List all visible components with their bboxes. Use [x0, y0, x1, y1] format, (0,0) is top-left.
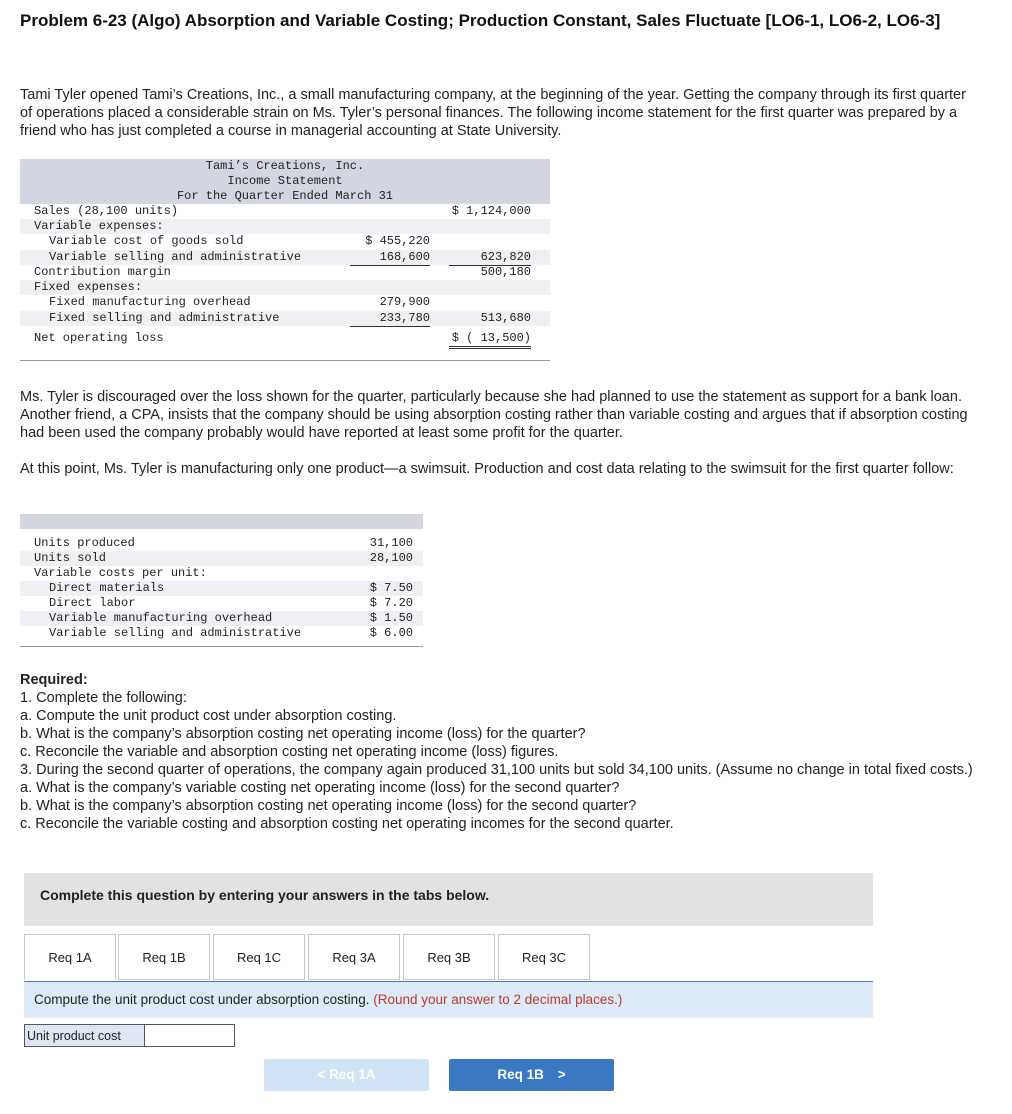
prev-button-label: Req 1A — [329, 1067, 376, 1082]
tab-req-1c[interactable]: Req 1C — [213, 934, 305, 980]
tab-req-1b[interactable]: Req 1B — [118, 934, 210, 980]
statement-row-amount: $ 455,220 — [365, 234, 430, 248]
statement-row — [20, 250, 550, 265]
production-row-value: $ 7.20 — [369, 596, 413, 610]
production-row-label: Variable manufacturing overhead — [49, 611, 273, 625]
statement-row-amount: 233,780 — [350, 311, 430, 327]
production-bottom-line — [20, 646, 423, 647]
statement-row-label: Net operating loss — [34, 331, 164, 345]
production-header-bar — [20, 514, 423, 529]
instruction-text — [34, 992, 622, 1007]
production-row-value: 28,100 — [369, 551, 413, 565]
production-row-label: Direct labor — [49, 596, 136, 610]
required-item: 1. Complete the following: — [20, 690, 187, 706]
statement-row-label: Variable expenses: — [34, 219, 164, 233]
statement-row — [20, 265, 550, 280]
production-row — [20, 536, 423, 551]
statement-bottom-line — [20, 360, 550, 361]
production-row-label: Variable costs per unit: — [34, 566, 207, 580]
production-row — [20, 551, 423, 566]
required-item: c. Reconcile the variable costing and absorption costing net operating incomes for the second quarter. — [20, 816, 674, 832]
required-section — [20, 671, 980, 833]
tab-req-3b[interactable]: Req 3B — [403, 934, 495, 980]
production-row-value: $ 1.50 — [369, 611, 413, 625]
loss-paragraph: Ms. Tyler is discouraged over the loss shown for the quarter, particularly because she had planned to use the statement as support for a bank loan. Another friend, a CPA, insists that the company should be using absorption costing rather than variable costing and argues that if absorption costing had been used the company probably would have reported at least some profit for the quarter. — [20, 389, 968, 441]
instruction-main: Compute the unit product cost under absorption costing. — [34, 992, 370, 1007]
statement-row-total: 513,680 — [480, 311, 531, 325]
production-row — [20, 611, 423, 626]
statement-name: Income Statement — [227, 174, 343, 188]
required-heading: Required: — [20, 672, 88, 688]
production-row-label: Units sold — [34, 551, 107, 565]
unit-product-cost-input[interactable] — [145, 1024, 235, 1047]
chevron-right-icon: > — [557, 1067, 566, 1082]
answer-panel-header — [24, 873, 873, 926]
tab-req-1a[interactable]: Req 1A — [24, 934, 116, 980]
next-button-label: Req 1B — [497, 1067, 544, 1082]
statement-row-label: Sales (28,100 units) — [34, 204, 179, 218]
production-row — [20, 581, 423, 596]
next-button[interactable] — [449, 1059, 614, 1091]
intro-paragraph: Tami Tyler opened Tami’s Creations, Inc., a small manufacturing company, at the beginning of the year. Getting the company through its first quarter of operations placed a considerable strain on Ms. Tyler’s personal finances. The following income statement for the first quarter was prepared by a friend who has just completed a course in managerial accounting at State University. — [20, 87, 966, 139]
production-row — [20, 566, 423, 581]
statement-row-label: Fixed expenses: — [34, 280, 143, 294]
production-row-label: Variable selling and administrative — [49, 626, 302, 640]
statement-row — [20, 295, 550, 310]
production-row-value: $ 6.00 — [369, 626, 413, 640]
production-row-value: $ 7.50 — [369, 581, 413, 595]
production-data-table — [20, 514, 423, 648]
production-row-label: Direct materials — [49, 581, 165, 595]
statement-row-amount: 168,600 — [350, 250, 430, 266]
production-intro: At this point, Ms. Tyler is manufacturing only one product—a swimsuit. Production and cost data relating to the swimsuit for the first quarter follow: — [20, 461, 954, 477]
statement-row — [20, 219, 550, 234]
statement-row-label: Contribution margin — [34, 265, 171, 279]
statement-period: For the Quarter Ended March 31 — [176, 189, 394, 203]
production-row-label: Units produced — [34, 536, 135, 550]
statement-row-label: Variable cost of goods sold — [49, 234, 244, 248]
panel-heading: Complete this question by entering your answers in the tabs below. — [40, 887, 490, 903]
statement-row — [20, 234, 550, 249]
statement-row-label: Fixed selling and administrative — [49, 311, 280, 325]
income-statement — [20, 159, 550, 362]
statement-row-total: $ ( 13,500) — [449, 331, 531, 349]
required-item: b. What is the company’s absorption costing net operating income (loss) for the second quarter? — [20, 798, 637, 814]
required-item: a. Compute the unit product cost under absorption costing. — [20, 708, 397, 724]
production-row — [20, 596, 423, 611]
required-item: c. Reconcile the variable and absorption costing net operating income (loss) figures. — [20, 744, 559, 760]
instruction-bar — [24, 982, 873, 1018]
statement-row-amount: 279,900 — [379, 295, 430, 309]
tab-req-3a[interactable]: Req 3A — [308, 934, 400, 980]
statement-row — [20, 204, 550, 219]
prev-button[interactable] — [264, 1059, 429, 1091]
instruction-note: (Round your answer to 2 decimal places.) — [373, 992, 623, 1007]
statement-row — [20, 280, 550, 295]
unit-product-cost-label: Unit product cost — [24, 1024, 145, 1047]
required-item: a. What is the company’s variable costing net operating income (loss) for the second quarter? — [20, 780, 620, 796]
statement-row-label: Fixed manufacturing overhead — [49, 295, 251, 309]
chevron-left-icon: < — [317, 1067, 326, 1082]
statement-row — [20, 311, 550, 326]
production-row — [20, 626, 423, 641]
problem-title: Problem 6-23 (Algo) Absorption and Variable Costing; Production Constant, Sales Fluctuate [LO6-1, LO6-2, LO6-3] — [20, 11, 941, 30]
statement-row-total: $ 1,124,000 — [451, 204, 531, 218]
statement-company: Tami’s Creations, Inc. — [205, 159, 365, 173]
required-item: b. What is the company’s absorption costing net operating income (loss) for the quarter? — [20, 726, 586, 742]
statement-row-total: 500,180 — [480, 265, 531, 279]
production-row-value: 31,100 — [369, 536, 413, 550]
statement-row-label: Variable selling and administrative — [49, 250, 302, 264]
tab-req-3c[interactable]: Req 3C — [498, 934, 590, 980]
statement-row-total: 623,820 — [449, 250, 531, 266]
required-item: 3. During the second quarter of operations, the company again produced 31,100 units but sold 34,100 units. (Assume no change in total fixed costs.) — [20, 762, 973, 778]
statement-row — [20, 331, 550, 346]
